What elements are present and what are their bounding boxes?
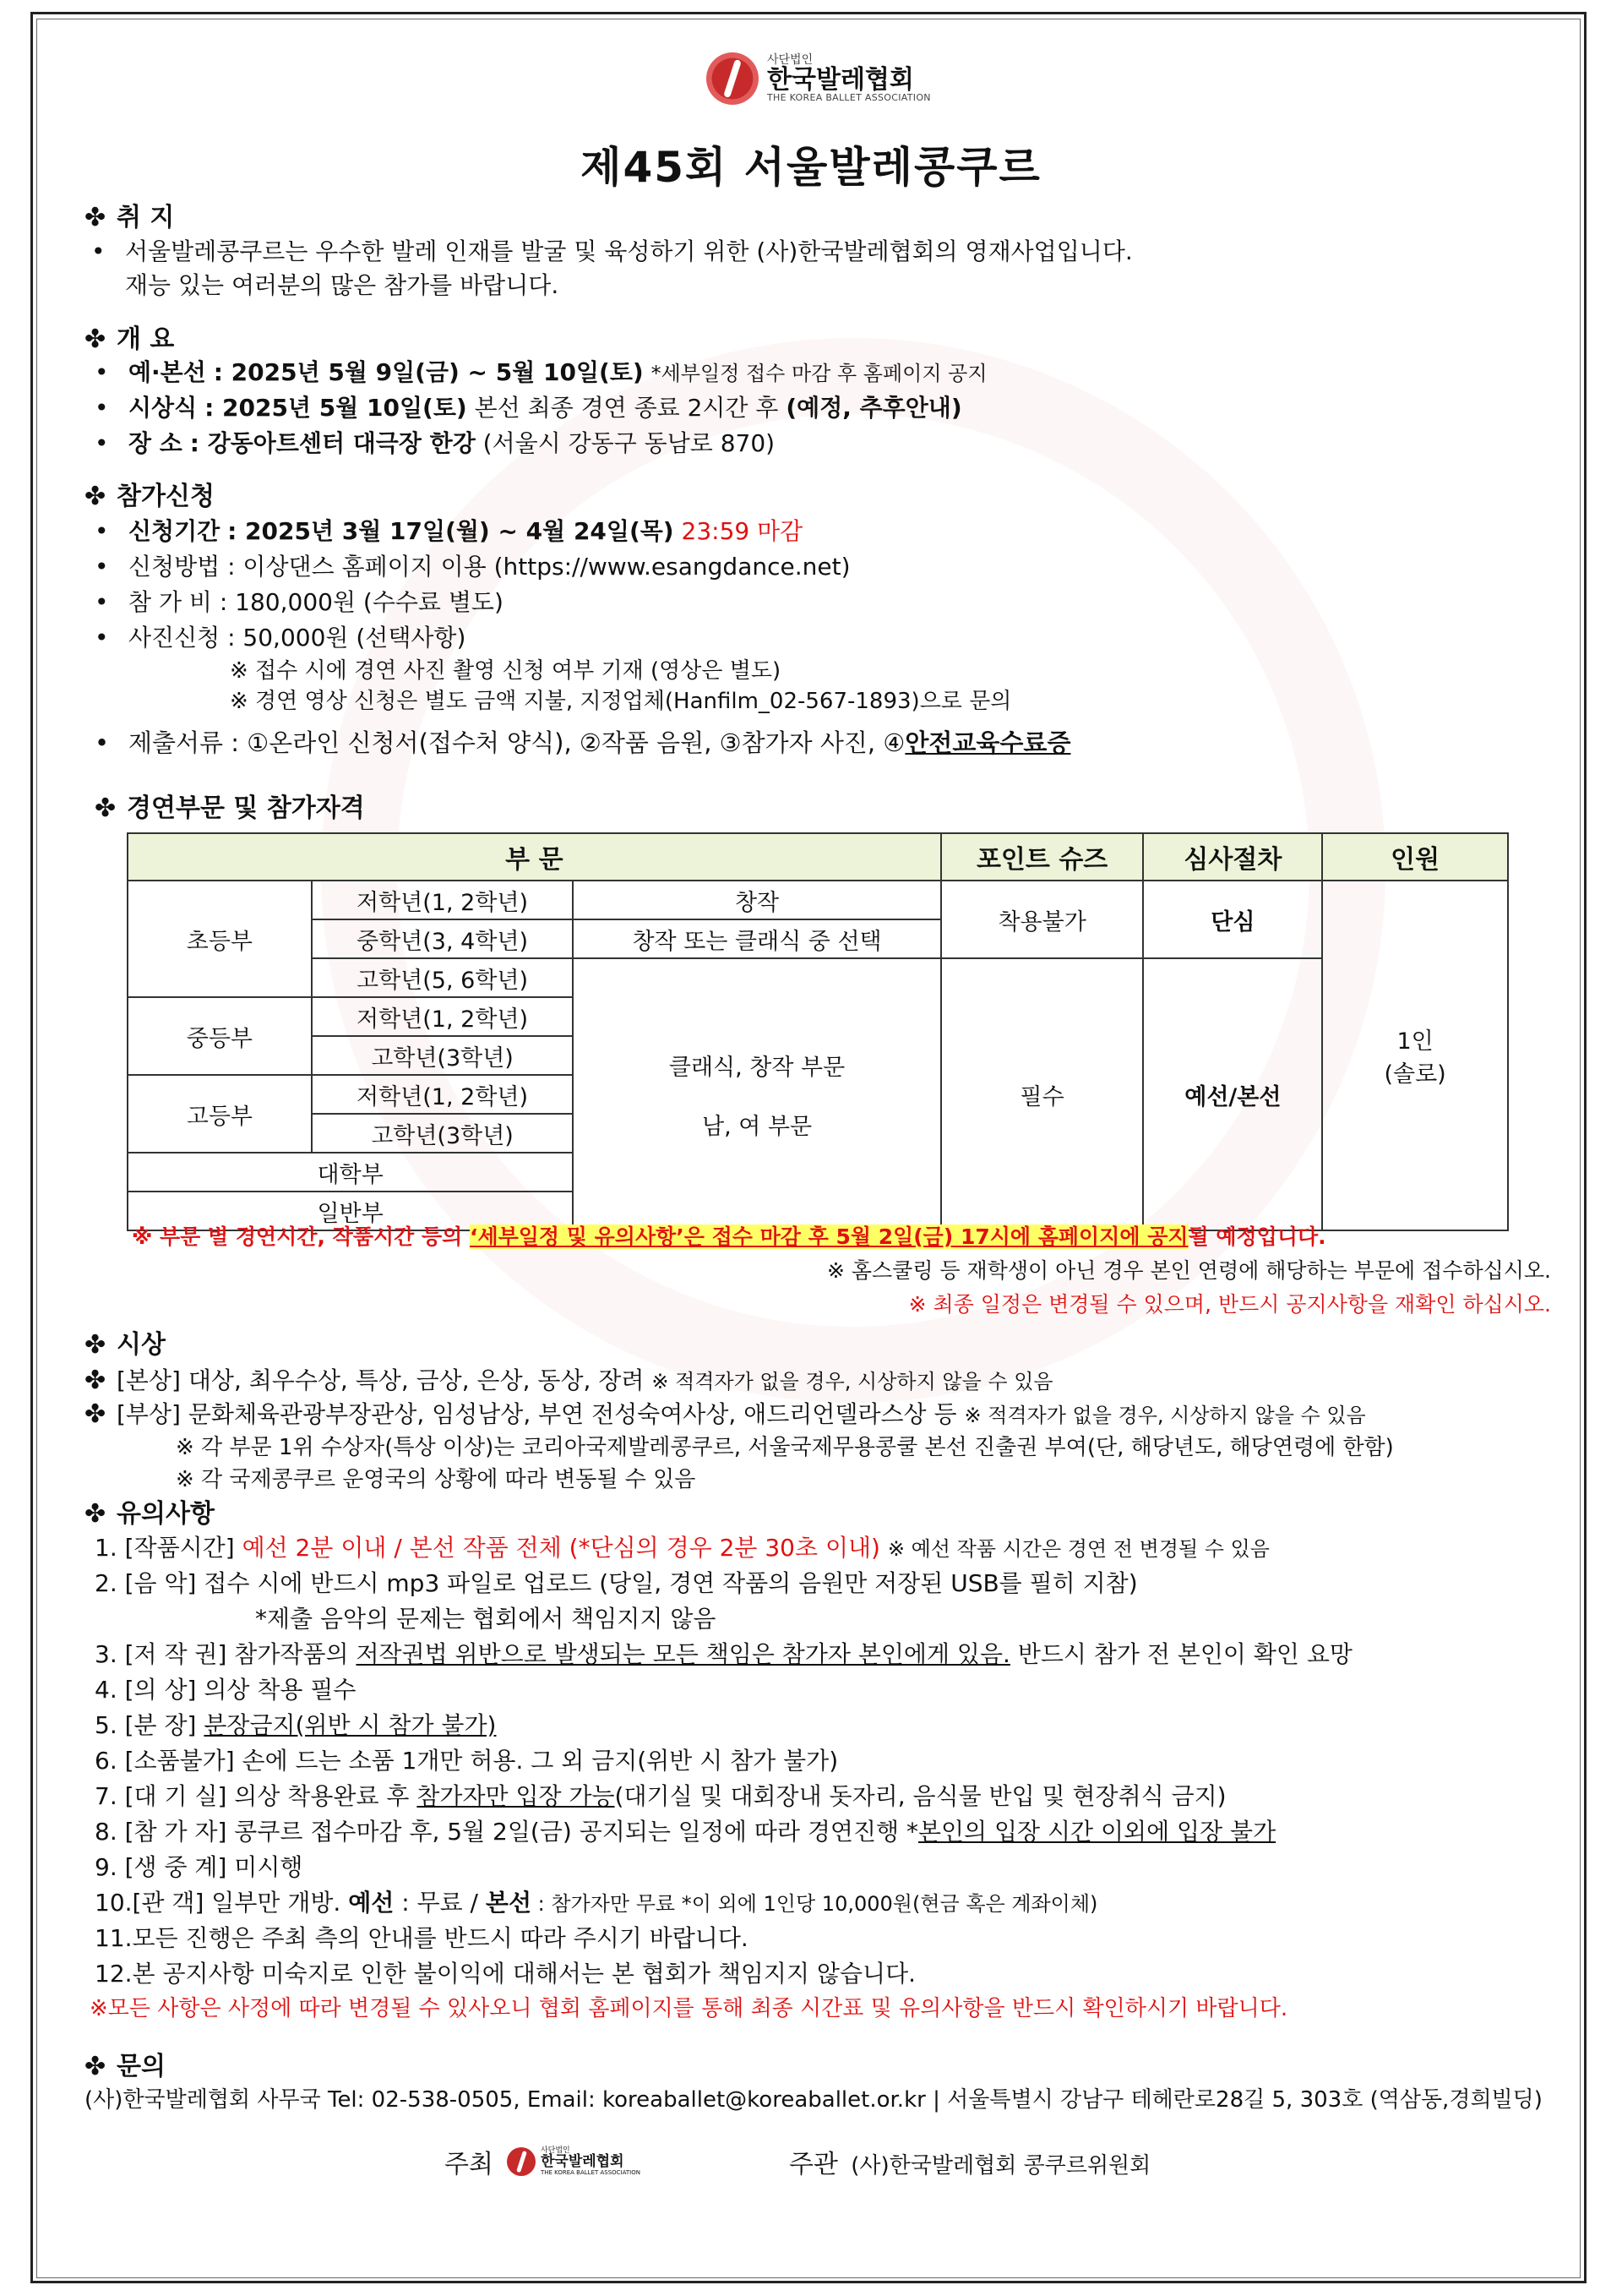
footer-host: [444, 2143, 640, 2180]
application-photo: • 사진신청 : 50,000원 (선택사항): [95, 624, 466, 652]
host-logo-small: 사단법인: [540, 2146, 570, 2155]
notice-12: 12.본 공지사항 미숙지로 인한 불이익에 대해서는 본 협회가 책임지지 않습니다.: [95, 1960, 917, 1988]
footer-organizer: [789, 2143, 1151, 2180]
clover-icon: ✤: [84, 1330, 106, 1360]
photo-note-2: ※ 경연 영상 신청은 별도 금액 지불, 지정업체(Hanfilm_02-567-1893)으로 문의: [230, 689, 1012, 714]
judging-cell: 단심: [1143, 881, 1322, 958]
host-logo-eng: THE KOREA BALLET ASSOCIATION: [540, 2168, 640, 2176]
clover-icon: ✤: [84, 203, 106, 232]
clover-icon: ✤: [95, 794, 117, 823]
awards-note-1: ※ 각 부문 1위 수상자(특상 이상)는 코리아국제발레콩쿠르, 서울국제무용콩쿨 본선 진출권 부여(단, 해당년도, 해당연령에 한함): [176, 1435, 1394, 1460]
grade-cell: 고학년(5, 6학년): [312, 958, 574, 997]
application-period: • 신청기간 : 2025년 3월 17일(월) ~ 4월 24일(목) 23:59 마감: [95, 517, 803, 545]
notice-2: 2. [음 악] 접수 시에 반드시 mp3 파일로 업로드 (당일, 경연 작품의 음원만 저장된 USB를 필히 지참): [95, 1569, 1138, 1597]
logo-name: 한국발레협회: [767, 64, 914, 95]
division-elementary: 초등부: [128, 881, 312, 997]
purpose-line-1: • 서울발레콩쿠르는 우수한 발레 인재를 발굴 및 육성하기 위한 (사)한국발레협회의 영재사업입니다.: [91, 237, 1133, 265]
divisions-table: [127, 832, 1509, 1231]
notice-11: 11.모든 진행은 주최 측의 안내를 반드시 따라 주시기 바랍니다.: [95, 1924, 748, 1952]
host-logo: [507, 2147, 640, 2177]
type-cell: 창작: [573, 881, 940, 919]
people-cell: 1인 (솔로): [1322, 881, 1508, 1230]
grade-cell: 저학년(1, 2학년): [312, 997, 574, 1036]
organizer-label: 주관: [789, 2150, 838, 2179]
notice-3: 3. [저 작 권] 참가작품의 저작권법 위반으로 발생되는 모든 책임은 참가자 본인에게 있음. 반드시 참가 전 본인이 확인 요망: [95, 1640, 1353, 1668]
header-judging: 심사절차: [1143, 833, 1322, 881]
application-method: • 신청방법 : 이상댄스 홈페이지 이용 (https://www.esangdance.net): [95, 553, 851, 581]
overview-ceremony: • 시상식 : 2025년 5월 10일(토) 본선 최종 경연 종료 2시간 후 (예정, 추후안내): [95, 394, 962, 422]
division-middle: 중등부: [128, 997, 312, 1075]
section-application-heading: ✤ 참가신청: [84, 482, 215, 511]
host-label: 주최: [444, 2150, 493, 2179]
division-general: 일반부: [128, 1192, 573, 1230]
header-people: 인원: [1322, 833, 1508, 881]
table-row: [128, 881, 1508, 919]
section-purpose-heading: ✤ 취 지: [84, 203, 175, 232]
clover-icon: ✤: [84, 482, 106, 511]
judging-cell: 예선/본선: [1143, 958, 1322, 1230]
division-high: 고등부: [128, 1075, 312, 1153]
ballet-dancer-icon: [507, 2147, 536, 2176]
header-pointe-shoes: 포인트 슈즈: [941, 833, 1144, 881]
divisions-note-1: ※ 부문 별 경연시간, 작품시간 등의 ‘세부일정 및 유의사항’은 접수 마감 후 5월 2일(금) 17시에 홈페이지에 공지될 예정입니다.: [132, 1224, 1326, 1249]
notice-5: 5. [분 장] 분장금지(위반 시 참가 불가): [95, 1711, 497, 1739]
host-logo-name: 한국발레협회: [540, 2153, 624, 2171]
clover-icon: ✤: [84, 1366, 106, 1395]
clover-icon: ✤: [84, 324, 106, 354]
notice-1: 1. [작품시간] 예선 2분 이내 / 본선 작품 전체 (*단심의 경우 2분 30초 이내) ※ 예선 작품 시간은 경연 전 변경될 수 있음: [95, 1534, 1270, 1562]
page-title: 제45회 서울발레콩쿠르: [580, 143, 1042, 192]
contact-line: ✤ 문의 (사)한국발레협회 사무국 Tel: 02-538-0505, Email: koreaballet@koreaballet.or.kr | 서울특별시 강남구 테헤란로28길 5, 303호 (역삼동,경희빌딩): [84, 2052, 1543, 2113]
grade-cell: 고학년(3학년): [312, 1114, 574, 1153]
application-documents: • 제출서류 : ①온라인 신청서(접수처 양식), ②작품 음원, ③참가자 사진, ④안전교육수료증: [95, 728, 1071, 757]
shoes-cell: 착용불가: [941, 881, 1144, 958]
section-overview-heading: ✤ 개 요: [84, 324, 175, 354]
overview-schedule: • 예·본선 : 2025년 5월 9일(금) ~ 5월 10일(토) *세부일정 접수 마감 후 홈페이지 공지: [95, 358, 988, 386]
shoes-cell: 필수: [941, 958, 1144, 1230]
logo-english: THE KOREA BALLET ASSOCIATION: [767, 92, 931, 104]
clover-icon: ✤: [84, 1399, 106, 1429]
grade-cell: 저학년(1, 2학년): [312, 1075, 574, 1114]
division-university: 대학부: [128, 1153, 573, 1192]
grade-cell: 중학년(3, 4학년): [312, 919, 574, 958]
awards-sub: ✤ [부상] 문화체육관광부장관상, 임성남상, 부연 전성숙여사상, 애드리언델라스상 등 ※ 적격자가 없을 경우, 시상하지 않을 수 있음: [84, 1399, 1366, 1429]
divisions-note-2: ※ 홈스쿨링 등 재학생이 아닌 경우 본인 연령에 해당하는 부문에 접수하십시오.: [826, 1258, 1551, 1283]
notice-2-sub: *제출 음악의 문제는 협회에서 책임지지 않음: [255, 1605, 716, 1633]
section-awards-heading: ✤ 시상: [84, 1330, 166, 1360]
notice-final: ※모든 사항은 사정에 따라 변경될 수 있사오니 협회 홈페이지를 통해 최종 시간표 및 유의사항을 반드시 확인하시기 바랍니다.: [90, 1996, 1288, 2021]
notice-7: 7. [대 기 실] 의상 착용완료 후 참가자만 입장 가능(대기실 및 대회장내 돗자리, 음식물 반입 및 현장취식 금지): [95, 1782, 1227, 1810]
grade-cell: 고학년(3학년): [312, 1036, 574, 1075]
notice-10: 10.[관 객] 일부만 개방. 예선 : 무료 / 본선 : 참가자만 무료 *이 외에 1인당 10,000원(현금 혹은 계좌이체): [95, 1889, 1098, 1917]
application-fee: • 참 가 비 : 180,000원 (수수료 별도): [95, 588, 503, 616]
association-logo: [706, 52, 931, 105]
notice-9: 9. [생 중 계] 미시행: [95, 1853, 303, 1881]
overview-venue: • 장 소 : 강동아트센터 대극장 한강 (서울시 강동구 동남로 870): [95, 429, 776, 457]
logo-small-text: 사단법인: [767, 53, 814, 68]
notice-4: 4. [의 상] 의상 착용 필수: [95, 1676, 357, 1704]
type-cell: 클래식, 창작 부문 남, 여 부문: [573, 958, 940, 1230]
header-division: 부 문: [128, 833, 941, 881]
table-header-row: [128, 833, 1508, 881]
awards-main: ✤ [본상] 대상, 최우수상, 특상, 금상, 은상, 동상, 장려 ※ 적격자가 없을 경우, 시상하지 않을 수 있음: [84, 1366, 1053, 1395]
clover-icon: ✤: [84, 1499, 106, 1529]
grade-cell: 저학년(1, 2학년): [312, 881, 574, 919]
photo-note-1: ※ 접수 시에 경연 사진 촬영 신청 여부 기재 (영상은 별도): [230, 658, 781, 684]
section-divisions-heading: ✤ 경연부문 및 참가자격: [95, 794, 365, 823]
section-notices-heading: ✤ 유의사항: [84, 1499, 215, 1529]
notice-6: 6. [소품불가] 손에 드는 소품 1개만 허용. 그 외 금지(위반 시 참가 불가): [95, 1747, 839, 1775]
ballet-dancer-icon: [706, 52, 759, 105]
awards-note-2: ※ 각 국제콩쿠르 운영국의 상황에 따라 변동될 수 있음: [176, 1467, 696, 1492]
table-row: [128, 958, 1508, 997]
clover-icon: ✤: [84, 2052, 106, 2081]
type-cell: 창작 또는 클래식 중 선택: [573, 919, 940, 958]
contact-text: (사)한국발레협회 사무국 Tel: 02-538-0505, Email: koreaballet@koreaballet.or.kr | 서울특별시 강남구 테헤란로28길 5, 303호 (역삼동,경희빌딩): [84, 2087, 1543, 2113]
organizer-name: (사)한국발레협회 콩쿠르위원회: [851, 2153, 1151, 2179]
divisions-note-3: ※ 최종 일정은 변경될 수 있으며, 반드시 공지사항을 재확인 하십시오.: [908, 1292, 1551, 1317]
purpose-line-2: 재능 있는 여러분의 많은 참가를 바랍니다.: [125, 271, 559, 299]
notice-8: 8. [참 가 자] 콩쿠르 접수마감 후, 5월 2일(금) 공지되는 일정에 따라 경연진행 *본인의 입장 시간 이외에 입장 불가: [95, 1818, 1276, 1846]
